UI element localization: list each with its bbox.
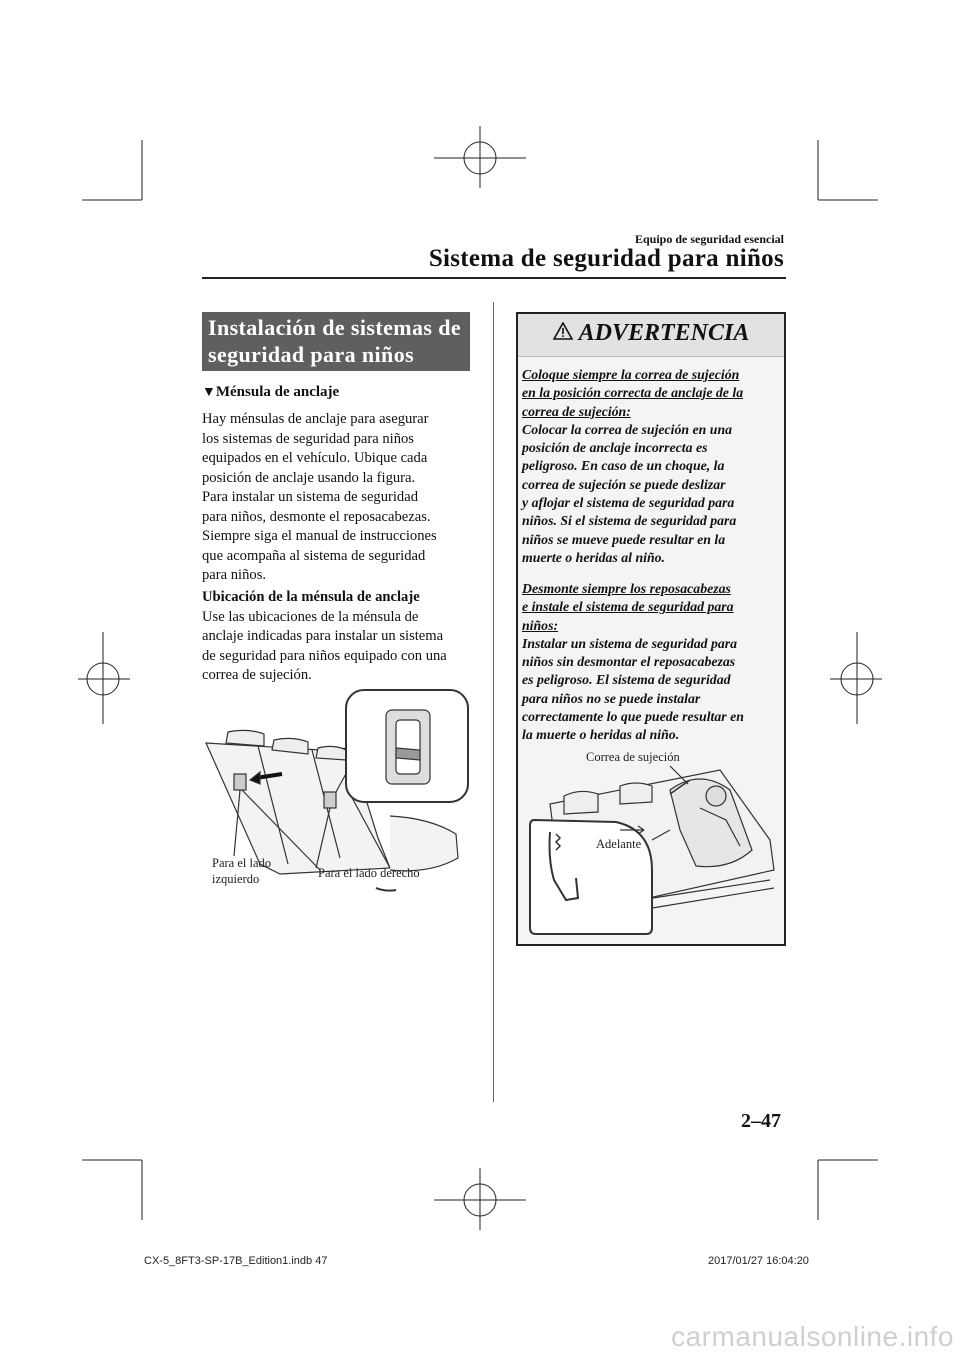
tether-strap-figure xyxy=(520,760,782,936)
intro-line: los sistemas de seguridad para niños xyxy=(202,430,414,447)
intro-paragraph xyxy=(202,410,474,586)
warning-line: es peligroso. El sistema de seguridad xyxy=(522,672,731,688)
location-heading: Ubicación de la ménsula de anclaje xyxy=(202,589,420,605)
warning-heading-line: Desmonte siempre los reposacabezas xyxy=(522,581,731,596)
label-right-side: Para el lado derecho xyxy=(318,866,420,880)
warning-heading-line: niños: xyxy=(522,617,559,633)
section-title-box xyxy=(202,312,470,371)
warning-title-text: ADVERTENCIA xyxy=(578,320,750,346)
intro-line: Siempre siga el manual de instrucciones xyxy=(202,528,437,544)
intro-line: Hay ménsulas de anclaje para asegurar xyxy=(202,411,429,427)
warning-line: niños se mueve puede resultar en la xyxy=(522,531,726,547)
warning-heading-line: correa de sujeción: xyxy=(522,403,631,419)
intro-line: equipados en el vehículo. Ubique cada xyxy=(202,450,428,466)
watermark: carmanualsonline.info xyxy=(671,1321,954,1352)
warning-line: niños sin desmontar el reposacabezas xyxy=(522,654,736,670)
label-tether-strap: Correa de sujeción xyxy=(586,750,680,764)
column-divider xyxy=(493,302,494,1102)
warning-line: para niños no se puede instalar xyxy=(522,690,701,706)
section-title-line-2: seguridad para niños xyxy=(208,342,415,367)
footer-file: CX-5_8FT3-SP-17B_Edition1.indb 47 xyxy=(144,1255,328,1267)
footer-timestamp: 2017/01/27 16:04:20 xyxy=(708,1255,809,1267)
location-line: de seguridad para niños equipado con una xyxy=(202,647,447,664)
section-title-line-1: Instalación de sistemas de xyxy=(208,315,462,340)
warning-line: posición de anclaje incorrecta es xyxy=(522,440,708,456)
location-paragraph xyxy=(202,588,474,686)
warning-line: correctamente lo que puede resultar en xyxy=(522,709,744,725)
header-title: Sistema de seguridad para niños xyxy=(428,245,784,272)
header-rule xyxy=(202,277,786,279)
warning-line: la muerte o heridas al niño. xyxy=(522,727,680,743)
warning-block-2 xyxy=(522,580,784,745)
warning-line: peligroso. En caso de un choque, la xyxy=(522,458,725,474)
warning-block-1 xyxy=(522,366,784,567)
warning-heading-line: en la posición correcta de anclaje de la xyxy=(522,385,744,401)
warning-line: y aflojar el sistema de seguridad para xyxy=(522,495,735,511)
warning-line: correa de sujeción se puede deslizar xyxy=(522,476,726,492)
label-front: Adelante xyxy=(596,837,642,851)
intro-line: posición de anclaje usando la figura. xyxy=(202,469,416,486)
header-subtitle: Equipo de seguridad esencial xyxy=(634,232,784,246)
location-line: Use las ubicaciones de la ménsula de xyxy=(202,608,419,625)
warning-triangle-icon xyxy=(553,320,573,347)
warning-line: muerte o heridas al niño. xyxy=(522,549,665,565)
intro-line: para niños, desmonte el reposacabezas. xyxy=(202,508,431,525)
subsection-heading xyxy=(202,384,339,401)
label-left-side-2: izquierdo xyxy=(212,872,260,886)
intro-line: para niños. xyxy=(202,567,267,583)
subsection-title: Ménsula de anclaje xyxy=(215,384,340,400)
warning-line: Instalar un sistema de seguridad para xyxy=(522,635,738,651)
label-left-side-1: Para el lado xyxy=(212,856,272,870)
warning-heading-line: e instale el sistema de seguridad para xyxy=(522,599,734,615)
intro-line: que acompaña al sistema de seguridad xyxy=(202,547,426,564)
intro-line: Para instalar un sistema de seguridad xyxy=(202,489,419,505)
location-line: correa de sujeción. xyxy=(202,667,312,683)
triangle-marker-icon: ▼ xyxy=(202,385,216,400)
warning-title xyxy=(518,320,784,347)
page-number: 2–47 xyxy=(741,1110,781,1132)
warning-line: Colocar la correa de sujeción en una xyxy=(522,421,733,437)
warning-heading-line: Coloque siempre la correa de sujeción xyxy=(522,367,740,382)
warning-line: niños. Si el sistema de seguridad para xyxy=(522,513,737,529)
location-line: anclaje indicadas para instalar un sistema xyxy=(202,628,444,644)
